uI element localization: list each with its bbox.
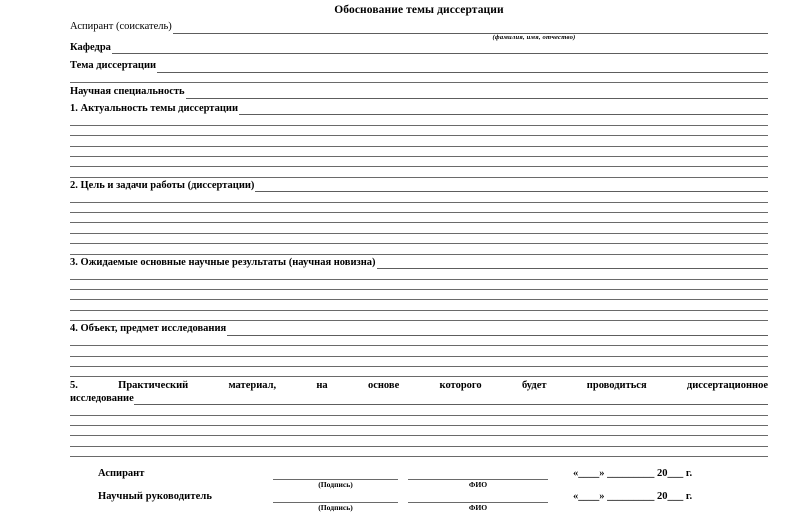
blank-rule[interactable] bbox=[70, 280, 768, 290]
blank-rule[interactable] bbox=[70, 346, 768, 356]
section-label-5-line1: 5. Практический материал, на основе которого будет проводиться диссертационное bbox=[70, 380, 768, 392]
section-row-3[interactable] bbox=[70, 257, 768, 270]
caption-fio-hint: (фамилия, имя, отчество) bbox=[492, 33, 576, 41]
blank-rule[interactable] bbox=[70, 126, 768, 136]
signature-line-applicant[interactable] bbox=[273, 468, 398, 480]
blank-rule[interactable] bbox=[70, 192, 768, 202]
field-label-topic: Тема диссертации bbox=[70, 60, 157, 72]
fio-caption-supervisor: ФИО bbox=[468, 503, 488, 512]
field-input-applicant[interactable] bbox=[173, 23, 768, 34]
date-field-applicant[interactable]: «____» _________ 20___ г. bbox=[573, 468, 693, 480]
signature-captions-supervisor bbox=[98, 503, 768, 512]
section-row-5[interactable] bbox=[70, 393, 768, 405]
blank-rule[interactable] bbox=[70, 269, 768, 279]
blank-rule-topic[interactable] bbox=[70, 73, 768, 83]
section-input-4[interactable] bbox=[227, 325, 768, 336]
spacer bbox=[98, 480, 273, 489]
blank-rule[interactable] bbox=[70, 147, 768, 157]
signature-captions-applicant bbox=[98, 480, 768, 489]
section-label-5-line2: исследование bbox=[70, 392, 134, 404]
field-label-specialty: Научная специальность bbox=[70, 86, 185, 98]
blank-rule[interactable] bbox=[70, 167, 768, 177]
section-row-2[interactable] bbox=[70, 180, 768, 193]
document-sheet bbox=[70, 4, 768, 512]
field-row-specialty[interactable] bbox=[70, 86, 768, 99]
blank-rule[interactable] bbox=[70, 234, 768, 244]
date-field-supervisor[interactable]: «____» _________ 20___ г. bbox=[573, 491, 693, 503]
spacer bbox=[398, 480, 408, 489]
blank-rule[interactable] bbox=[70, 447, 768, 457]
section-input-1[interactable] bbox=[239, 104, 768, 115]
field-row-topic[interactable] bbox=[70, 60, 768, 73]
section-label-2: 2. Цель и задачи работы (диссертации) bbox=[70, 179, 255, 191]
section-input-2[interactable] bbox=[255, 181, 768, 192]
section-input-5[interactable] bbox=[134, 394, 768, 405]
blank-rule[interactable] bbox=[70, 157, 768, 167]
blank-rule[interactable] bbox=[70, 336, 768, 346]
signature-role-applicant: Аспирант bbox=[98, 468, 145, 480]
blank-rule[interactable] bbox=[70, 115, 768, 125]
field-input-topic[interactable] bbox=[157, 62, 768, 73]
signature-role-supervisor: Научный руководитель bbox=[98, 491, 212, 503]
blank-rule[interactable] bbox=[70, 213, 768, 223]
section-label-4: 4. Объект, предмет исследования bbox=[70, 323, 227, 335]
signature-caption-applicant: (Подпись) bbox=[318, 480, 353, 490]
page-title: Обоснование темы диссертации bbox=[334, 4, 504, 16]
blank-rule[interactable] bbox=[70, 436, 768, 446]
field-input-department[interactable] bbox=[112, 43, 768, 54]
blank-rule[interactable] bbox=[70, 300, 768, 310]
section-blank-lines-3 bbox=[70, 269, 768, 321]
section-blank-lines-2 bbox=[70, 192, 768, 254]
blank-rule[interactable] bbox=[70, 136, 768, 146]
section-label-3: 3. Ожидаемые основные научные результаты (научная новизна) bbox=[70, 256, 376, 268]
fio-caption-applicant: ФИО bbox=[468, 480, 488, 490]
fio-line-applicant[interactable] bbox=[408, 468, 548, 480]
blank-rule[interactable] bbox=[70, 367, 768, 377]
blank-rule[interactable] bbox=[70, 426, 768, 436]
section-blank-lines-1 bbox=[70, 115, 768, 177]
signature-block bbox=[98, 466, 768, 512]
section-blank-lines-5 bbox=[70, 405, 768, 457]
blank-rule[interactable] bbox=[70, 416, 768, 426]
field-row-applicant[interactable] bbox=[70, 21, 768, 34]
blank-rule[interactable] bbox=[70, 311, 768, 321]
spacer bbox=[398, 503, 408, 512]
signature-line-supervisor[interactable] bbox=[273, 491, 398, 503]
section-blank-lines-4 bbox=[70, 336, 768, 378]
signature-row-applicant bbox=[98, 466, 768, 480]
section-input-3[interactable] bbox=[377, 258, 768, 269]
blank-rule[interactable] bbox=[70, 244, 768, 254]
blank-rule[interactable] bbox=[70, 203, 768, 213]
blank-rule[interactable] bbox=[70, 223, 768, 233]
field-input-specialty[interactable] bbox=[186, 88, 768, 99]
field-label-department: Кафедра bbox=[70, 41, 111, 53]
field-label-applicant: Аспирант (соискатель) bbox=[70, 21, 172, 32]
section-label-1: 1. Актуальность темы диссертации bbox=[70, 102, 238, 114]
section-row-4[interactable] bbox=[70, 323, 768, 336]
blank-rule[interactable] bbox=[70, 290, 768, 300]
field-row-department[interactable] bbox=[70, 42, 768, 55]
blank-rule[interactable] bbox=[70, 405, 768, 415]
signature-row-supervisor bbox=[98, 489, 768, 503]
fio-line-supervisor[interactable] bbox=[408, 491, 548, 503]
blank-rule[interactable] bbox=[70, 357, 768, 367]
spacer bbox=[98, 503, 273, 512]
signature-caption-supervisor: (Подпись) bbox=[318, 503, 353, 512]
section-row-1[interactable] bbox=[70, 103, 768, 116]
